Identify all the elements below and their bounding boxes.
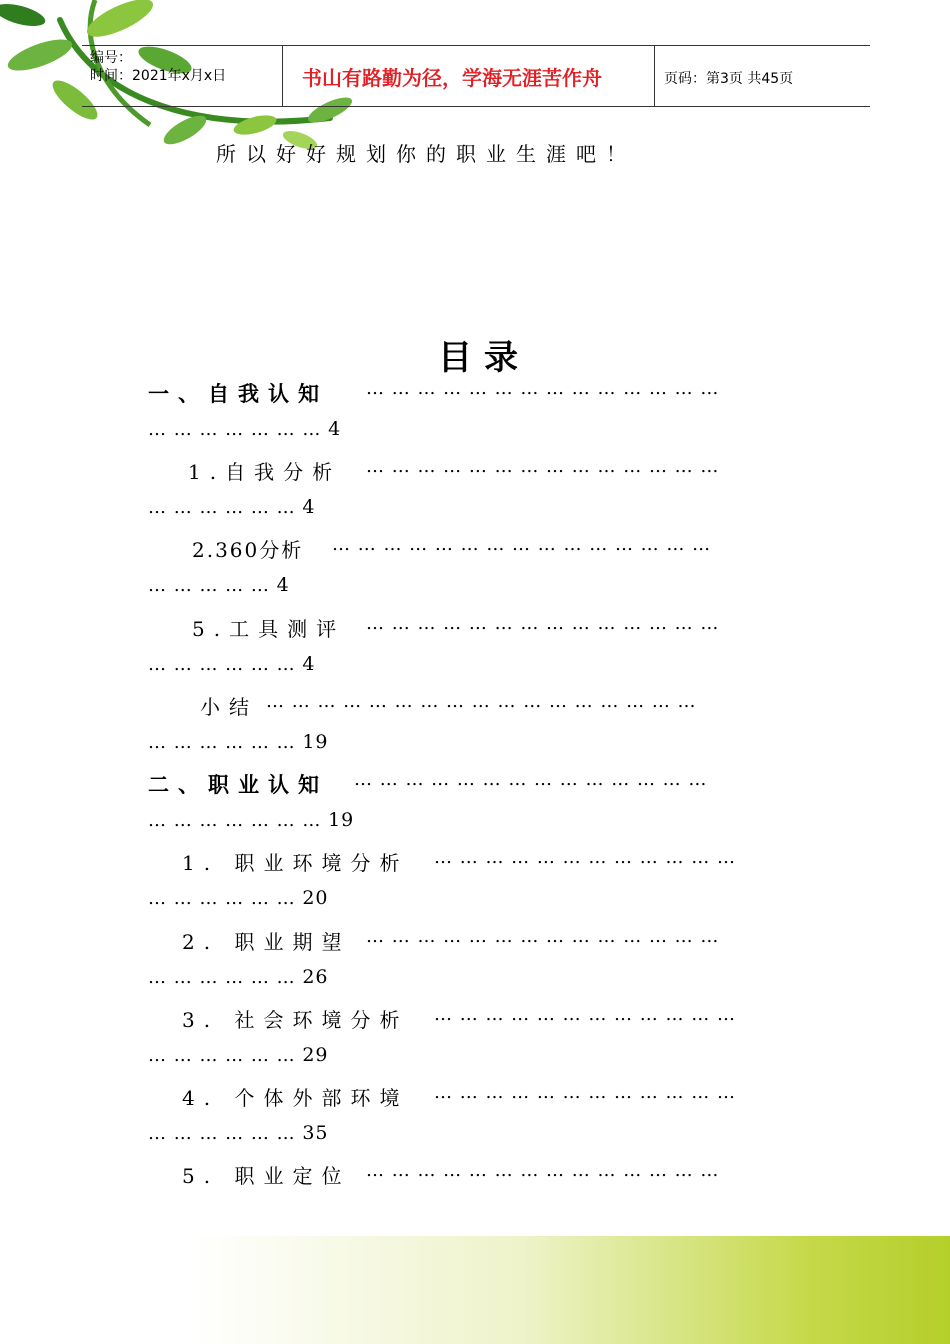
- toc-entry-page: 26: [302, 966, 329, 988]
- header-rule-bottom: [82, 106, 870, 107]
- toc-leader-dots: … … … … … 4: [148, 574, 290, 596]
- footer-gradient-band: [0, 1236, 950, 1344]
- toc-entry-label: 2. 职业期望: [182, 930, 351, 954]
- toc-entry-label: 1.自我分析: [188, 460, 342, 484]
- toc-entry-label: 5.工具测评: [192, 617, 346, 641]
- toc-entry-page: 4: [302, 496, 316, 518]
- toc-entry-page: 20: [302, 887, 329, 909]
- toc-leader-dots: … … … … … … … … … … … … … …: [354, 769, 708, 790]
- toc-entry-page: 19: [302, 731, 329, 753]
- toc-entry-label: 5. 职业定位: [182, 1164, 351, 1188]
- toc-entry-label: 2.360分析: [192, 538, 304, 562]
- toc-leader-dots: … … … … … … … … … … … …: [434, 847, 736, 868]
- header-separator: [282, 45, 283, 107]
- header-page-info: 页码：第3页 共45页: [664, 71, 794, 87]
- toc-leader-dots: … … … … … … … … … … … … … …: [366, 456, 720, 477]
- toc-entry-page: 29: [302, 1044, 329, 1066]
- toc-entry-label: 4. 个体外部环境: [182, 1086, 409, 1110]
- header-motto: 书山有路勤为径，学海无涯苦作舟: [302, 66, 602, 90]
- toc-leader-dots: … … … … … … … … … … … … … … … … …: [266, 691, 697, 712]
- toc-leader-dots: … … … … … … … … … … … … … …: [366, 378, 720, 399]
- toc-entry-page: 4: [276, 574, 290, 596]
- toc-leader-dots: … … … … … … … 19: [148, 809, 355, 831]
- header-number-label: 编号：: [90, 50, 132, 66]
- toc-leader-dots: … … … … … … 4: [148, 653, 316, 675]
- toc-leader-dots: … … … … … … … … … … … …: [434, 1082, 736, 1103]
- header-rule-top: [82, 45, 870, 46]
- toc-leader-dots: … … … … … … 26: [148, 966, 329, 988]
- toc-entry-page: 19: [328, 809, 355, 831]
- toc-entry-label: 一、自我认知: [148, 382, 328, 406]
- toc-leader-dots: … … … … … … … … … … … … … …: [366, 926, 720, 947]
- toc-entry-label: 小结: [200, 695, 258, 719]
- toc-leader-dots: … … … … … … 19: [148, 731, 329, 753]
- toc-leader-dots: … … … … … … … … … … … …: [434, 1004, 736, 1025]
- toc-leader-dots: … … … … … … 35: [148, 1122, 329, 1144]
- toc-leader-dots: … … … … … … 4: [148, 496, 316, 518]
- toc-entry-label: 二、职业认知: [148, 773, 328, 797]
- toc-title: 目录: [438, 338, 530, 378]
- header-time-label: 时间：2021年x月x日: [90, 68, 227, 84]
- toc-entry-page: 4: [328, 418, 342, 440]
- toc-leader-dots: … … … … … … … 4: [148, 418, 342, 440]
- header-separator: [654, 45, 655, 107]
- toc-entry-label: 1. 职业环境分析: [182, 851, 409, 875]
- toc-leader-dots: … … … … … … … … … … … … … …: [366, 1160, 720, 1181]
- toc-leader-dots: … … … … … … … … … … … … … …: [366, 613, 720, 634]
- toc-entry-page: 4: [302, 653, 316, 675]
- toc-leader-dots: … … … … … … … … … … … … … … …: [332, 534, 712, 555]
- toc-leader-dots: … … … … … … 20: [148, 887, 329, 909]
- toc-leader-dots: … … … … … … 29: [148, 1044, 329, 1066]
- intro-text: 所以好好规划你的职业生涯吧！: [216, 142, 636, 166]
- toc-entry-page: 35: [302, 1122, 329, 1144]
- toc-entry-label: 3. 社会环境分析: [182, 1008, 409, 1032]
